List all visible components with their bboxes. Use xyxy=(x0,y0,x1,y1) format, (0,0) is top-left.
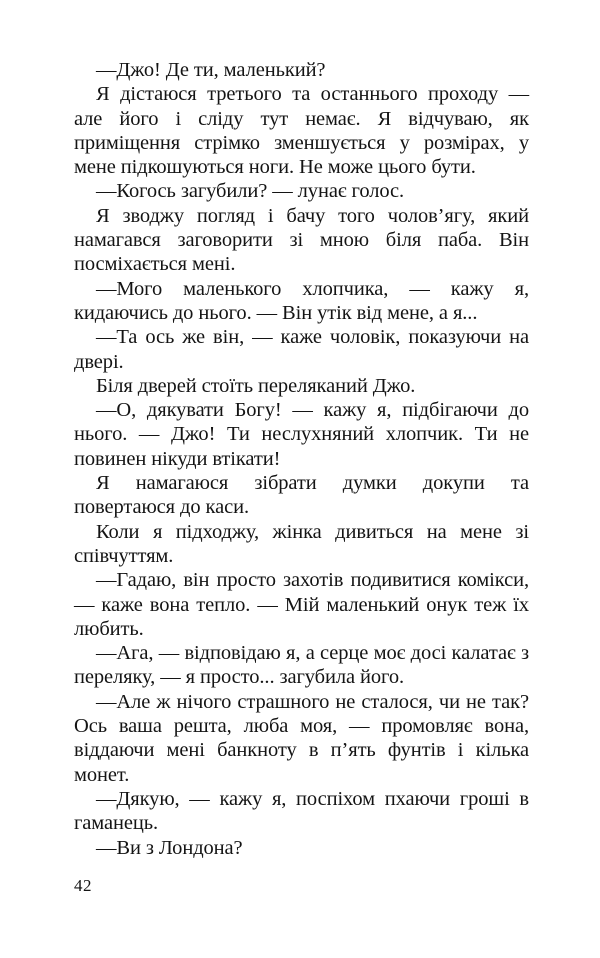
paragraph: —Дякую, — кажу я, поспіхом пхаючи гроші в гаманець. xyxy=(74,787,529,835)
paragraph: —Ага, — відповідаю я, а серце моє досі калатає з переляку, — я просто... загубила його. xyxy=(74,642,529,689)
page-number: 42 xyxy=(74,876,92,895)
paragraph: —Ви з Лондона? xyxy=(96,836,243,859)
paragraph: —Та ось же він, — каже чоловік, показуючи на двері. xyxy=(74,326,529,373)
body-text xyxy=(74,58,529,860)
paragraph: —Мого маленького хлопчика, — кажу я, кидаючись до нього. — Він утік від мене, а я... xyxy=(74,277,529,324)
paragraph: —Але ж нічого страшного не сталося, чи не так? Ось ваша решта, люба моя, — промовляє вона, віддаючи мені банкноту в п’ять фунтів і кілька монет. xyxy=(74,690,529,786)
paragraph: —Джо! Де ти, маленький? xyxy=(96,59,326,81)
paragraph: —О, дякувати Богу! — кажу я, підбігаючи до нього. — Джо! Ти неслухняний хлопчик. Ти не повинен нікуди втікати! xyxy=(74,399,529,470)
paragraph: —Когось загубили? — лунає голос. xyxy=(96,180,405,203)
paragraph: Біля дверей стоїть переляканий Джо. xyxy=(96,374,416,397)
paragraph: Я дістаюся третього та останнього проходу — але його і сліду тут немає. Я відчуваю, як приміщення стрімко зменшується у розмірах, у мене підкошуються ноги. Не може цього бути. xyxy=(74,83,529,179)
paragraph: —Гадаю, він просто захотів подивитися комікси, — каже вона тепло. — Мій маленький онук теж їх любить. xyxy=(74,569,529,640)
paragraph: Коли я підходжу, жінка дивиться на мене зі співчуттям. xyxy=(74,520,529,567)
paragraph: Я зводжу погляд і бачу того чолов’ягу, який намагався заговорити зі мною біля паба. Він посміхається мені. xyxy=(74,204,529,276)
paragraph: Я намагаюся зібрати думки докупи та повертаюся до каси. xyxy=(74,472,529,519)
